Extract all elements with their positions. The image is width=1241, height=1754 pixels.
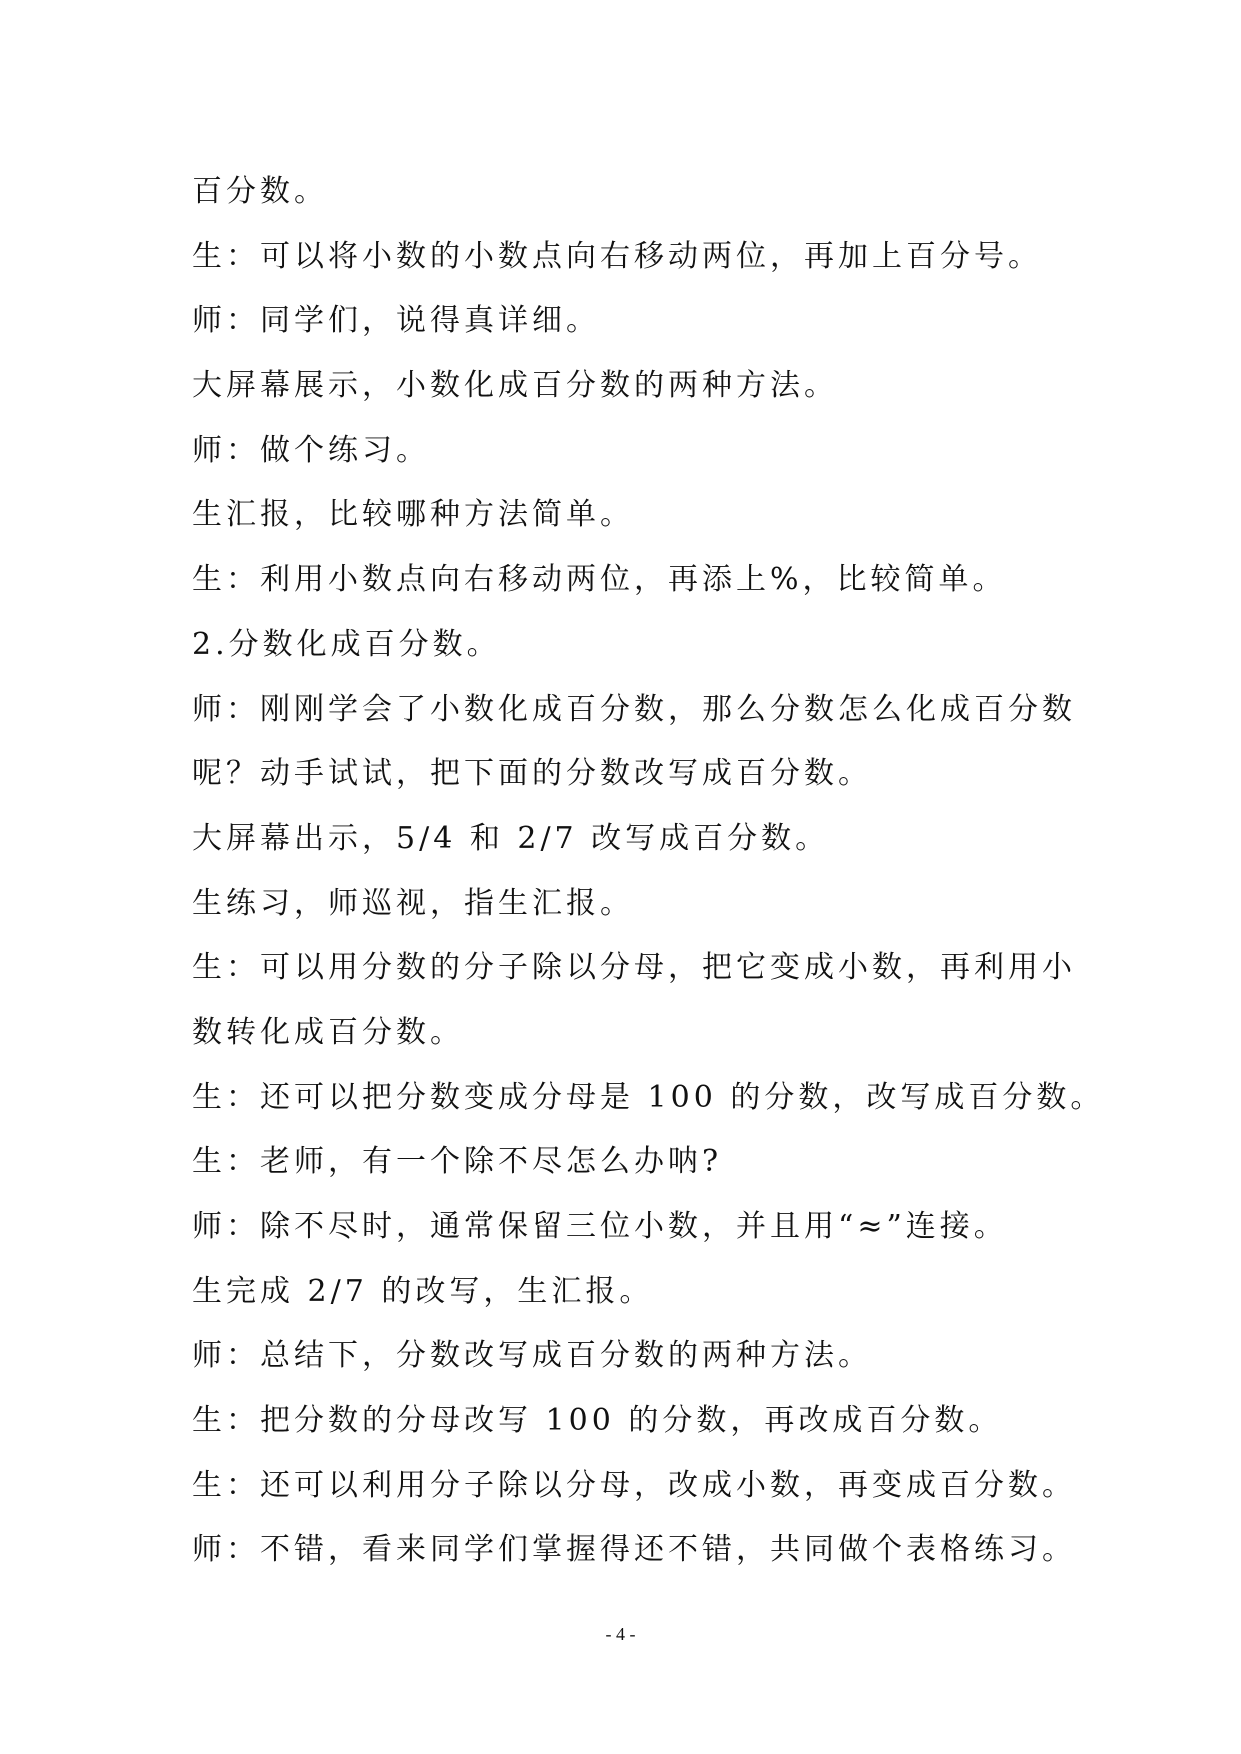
page-number: - 4 - bbox=[605, 1624, 636, 1644]
text-line: 师：不错，看来同学们掌握得还不错，共同做个表格练习。 bbox=[192, 1532, 1076, 1568]
text-line: 生：可以将小数的小数点向右移动两位，再加上百分号。 bbox=[192, 238, 1042, 274]
text-line: 生练习，师巡视，指生汇报。 bbox=[192, 885, 634, 921]
text-line: 师：做个练习。 bbox=[192, 432, 430, 468]
text-line: 生：把分数的分母改写 100 的分数，再改成百分数。 bbox=[192, 1403, 1003, 1439]
section-heading: 2.分数化成百分数。 bbox=[192, 626, 501, 662]
text-line: 师：同学们，说得真详细。 bbox=[192, 303, 600, 339]
text-line: 百分数。 bbox=[192, 174, 328, 209]
text-line: 大屏幕出示，5/4 和 2/7 改写成百分数。 bbox=[192, 820, 830, 856]
text-line: 生：还可以利用分子除以分母，改成小数，再变成百分数。 bbox=[192, 1467, 1076, 1503]
text-line: 师：总结下，分数改写成百分数的两种方法。 bbox=[192, 1338, 872, 1374]
text-line: 数转化成百分数。 bbox=[192, 1014, 464, 1050]
text-line: 大屏幕展示，小数化成百分数的两种方法。 bbox=[192, 368, 838, 404]
text-line: 师：刚刚学会了小数化成百分数，那么分数怎么化成百分数 bbox=[192, 691, 1076, 727]
text-line: 生：老师，有一个除不尽怎么办呐? bbox=[192, 1144, 723, 1180]
text-line: 生：还可以把分数变成分母是 100 的分数，改写成百分数。 bbox=[192, 1079, 1105, 1115]
text-line: 生完成 2/7 的改写，生汇报。 bbox=[192, 1273, 654, 1309]
text-line: 师：除不尽时，通常保留三位小数，并且用“≈”连接。 bbox=[192, 1209, 1008, 1244]
lesson-transcript bbox=[192, 160, 1105, 1583]
text-line: 生：利用小数点向右移动两位，再添上%，比较简单。 bbox=[192, 562, 1007, 598]
text-line: 生汇报，比较哪种方法简单。 bbox=[192, 497, 634, 533]
text-line: 生：可以用分数的分子除以分母，把它变成小数，再利用小 bbox=[192, 950, 1076, 986]
text-line: 呢？动手试试，把下面的分数改写成百分数。 bbox=[192, 756, 872, 792]
